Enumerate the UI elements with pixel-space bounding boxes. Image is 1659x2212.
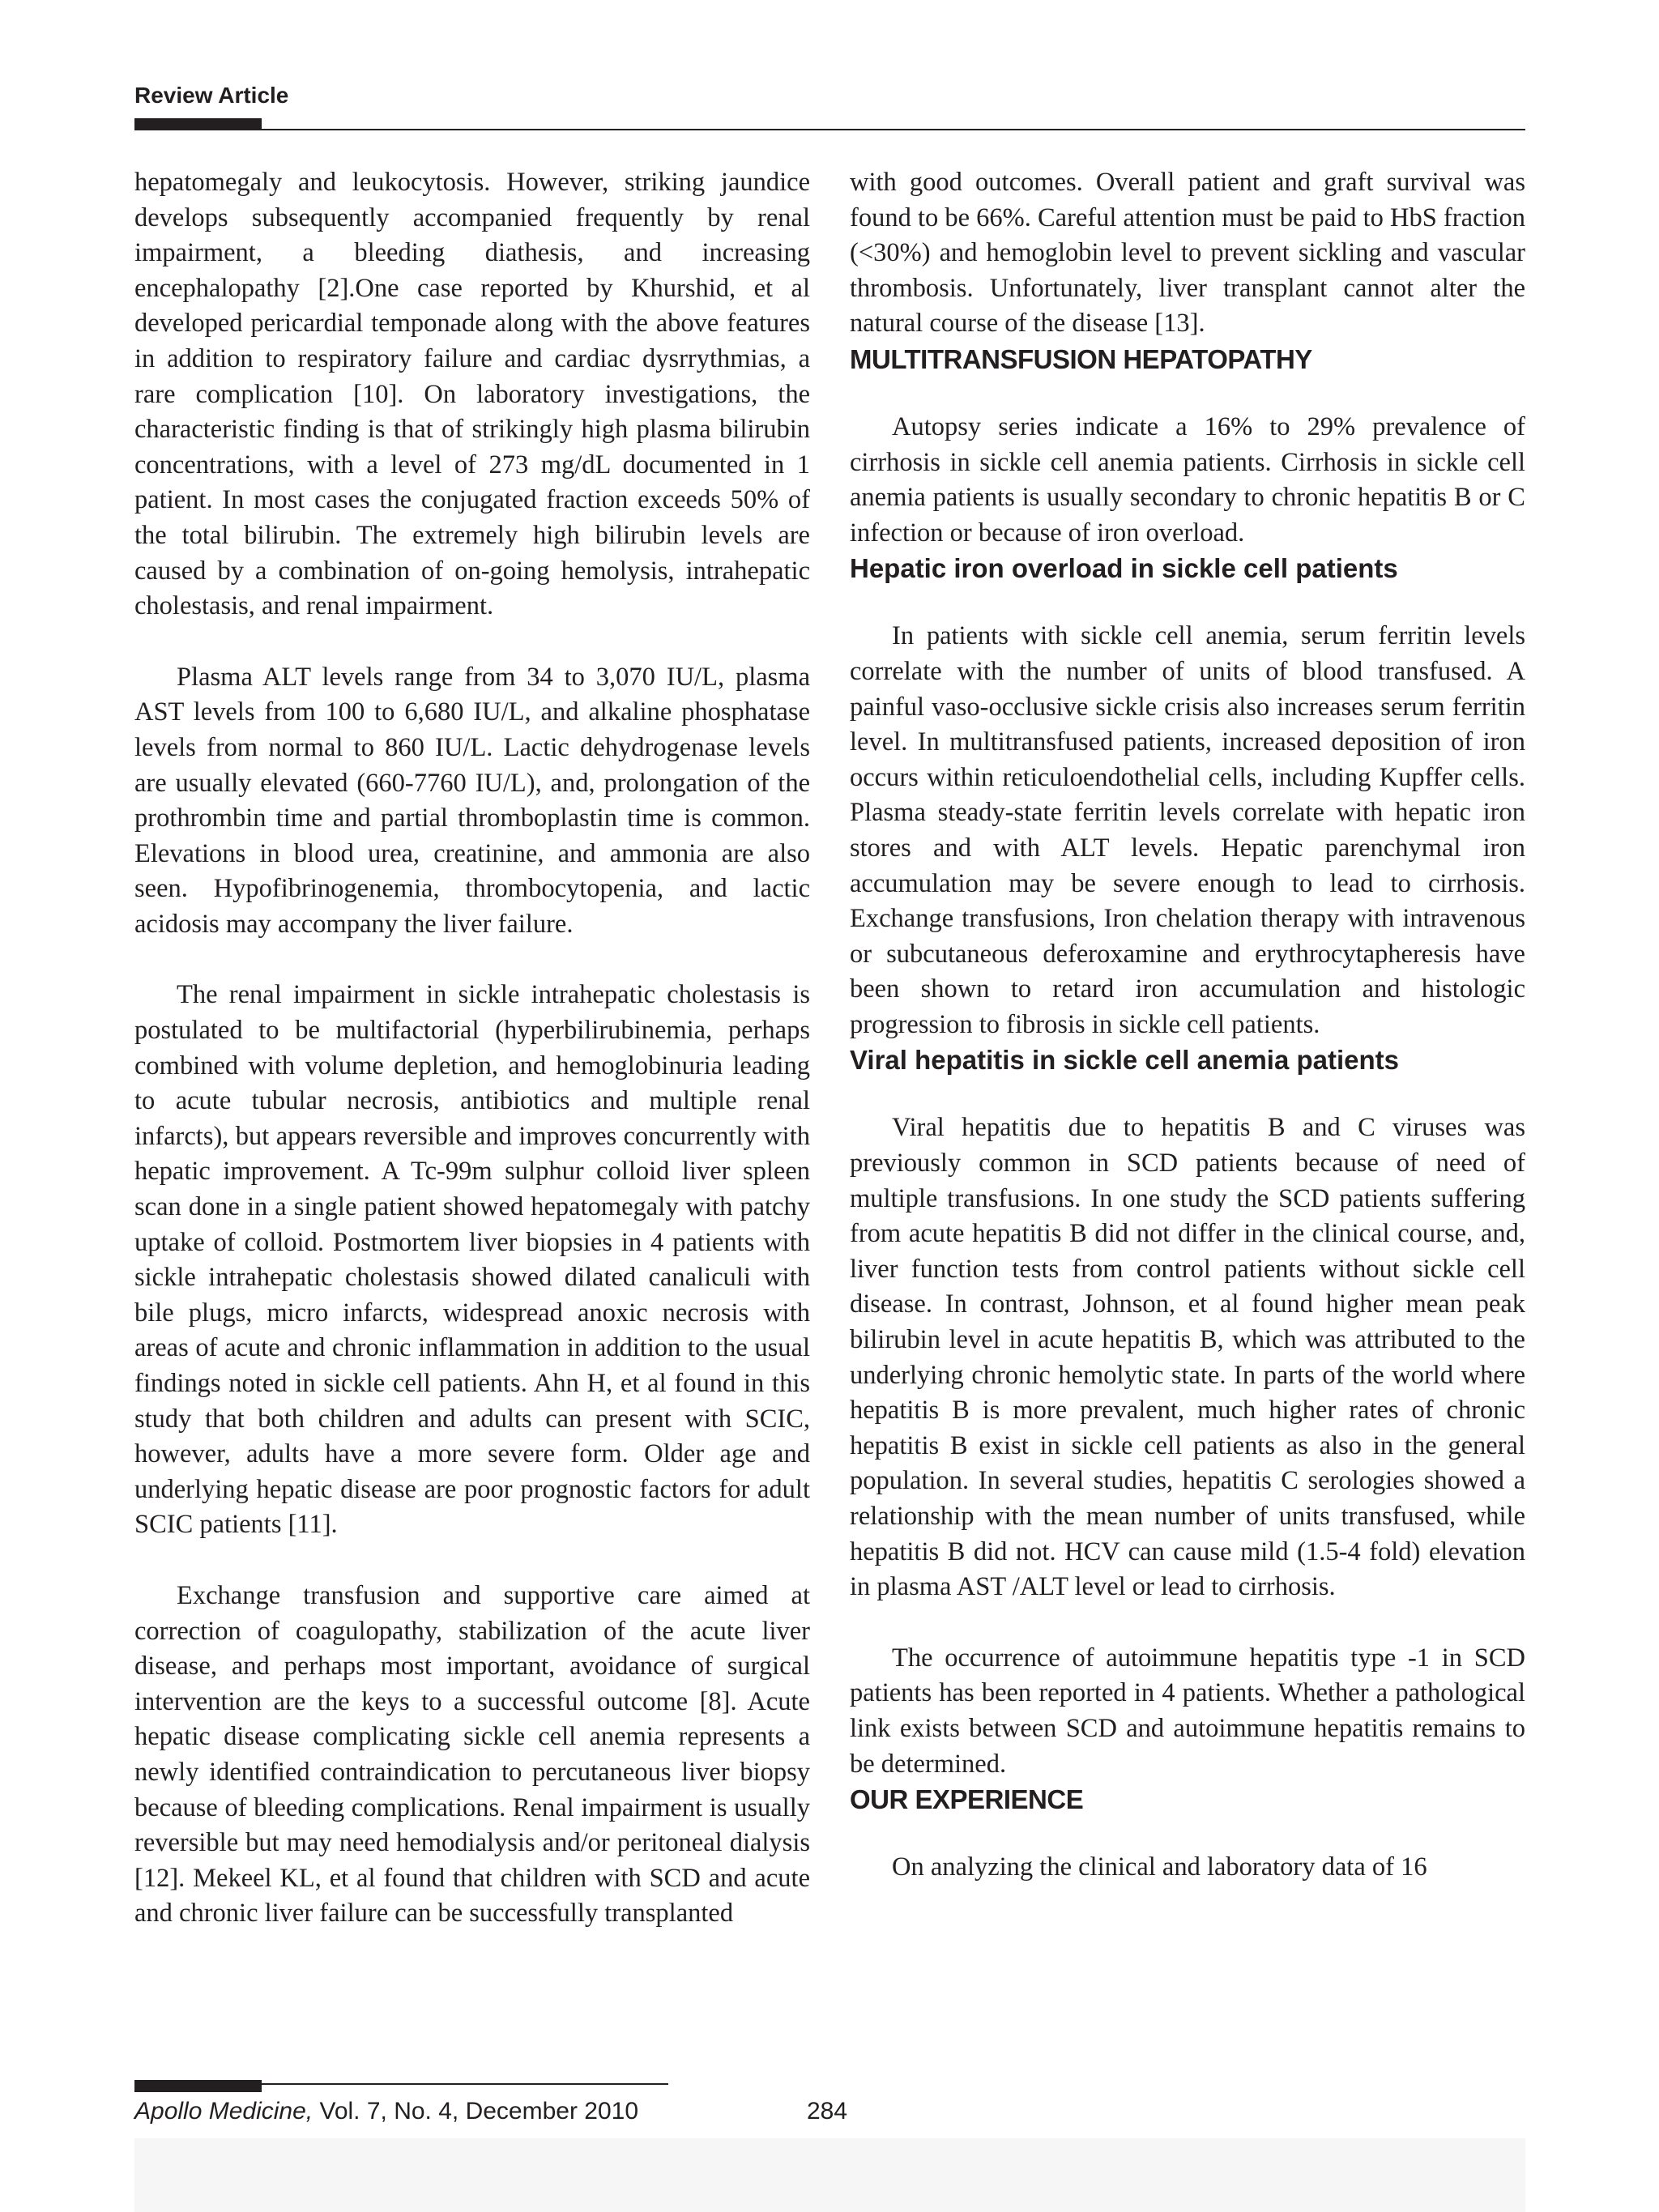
right-paragraph-6: On analyzing the clinical and laboratory data of 16 [892,1852,1427,1882]
footer-citation [134,2097,638,2126]
heading-iron-overload: Hepatic iron overload in sickle cell patients [850,553,1398,584]
page-bottom-shade [134,2138,1525,2212]
right-paragraph-2: Autopsy series indicate a 16% to 29% prevalence of cirrhosis in sickle cell anemia patients. Cirrhosis in sickle cell anemia patients is usually secondary to chronic hepatitis B or C infection or because of iron overload. [850,411,1525,548]
journal-issue: Vol. 7, No. 4, December 2010 [313,2098,639,2125]
right-paragraph-4: Viral hepatitis due to hepatitis B and C viruses was previously common in SCD patients because of need of multiple transfusions. In one study the SCD patients suffering from acute hepatitis B did not differ in the clinical course, and, liver function tests from control patients without sickle cell disease. In contrast, Johnson, et al found higher mean peak bilirubin level in acute hepatitis B, which was attributed to the underlying chronic hemolytic state. In parts of the world where hepatitis B is more prevalent, much higher rates of chronic hepatitis B exist in sickle cell patients as also in the general population. In several studies, hepatitis C serologies showed a relationship with the mean number of units transfused, while hepatitis B did not. HCV can cause mild (1.5-4 fold) elevation in plasma AST /ALT level or lead to cirrhosis. [850,1113,1525,1602]
left-paragraph-1: hepatomegaly and leukocytosis. However, striking jaundice develops subsequently accompanied frequently by renal impairment, a bleeding diathesis, and increasing encephalopathy [2].One case reported by Khurshid, et al developed pericardial temponade along with the above features in addition to respiratory failure and cardiac dysrrythmias, a rare complication [10]. On laboratory investigations, the characteristic finding is that of strikingly high plasma bilirubin concentrations, with a level of 273 mg/dL documented in 1 patient. In most cases the conjugated fraction exceeds 50% of the total bilirubin. The extremely high bilirubin levels are caused by a combination of on-going hemolysis, intrahepatic cholestasis, and renal impairment. [134,168,810,621]
left-paragraph-2: Plasma ALT levels range from 34 to 3,070 IU/L, plasma AST levels from 100 to 6,680 IU/L, and alkaline phosphatase levels from normal to 860 IU/L. Lactic dehydrogenase levels are usually elevated (660-7760 IU/L), and, prolongation of the prothrombin time and partial thromboplastin time is common. Elevations in blood urea, creatinine, and ammonia are also seen. Hypofibrinogenemia, thrombocytopenia, and lactic acidosis may accompany the liver failure. [134,662,810,939]
heading-our-experience: OUR EXPERIENCE [850,1784,1084,1815]
right-paragraph-3: In patients with sickle cell anemia, serum ferritin levels correlate with the number of units of blood transfused. A painful vaso-occlusive sickle crisis also increases serum ferritin level. In multitransfused patients, increased deposition of iron occurs within reticuloendothelial cells, including Kupffer cells. Plasma steady-state ferritin levels correlate with hepatic iron stores and with ALT levels. Hepatic parenchymal iron accumulation may be severe enough to lead to cirrhosis. Exchange transfusions, Iron chelation therapy with intravenous or subcutaneous deferoxamine and erythrocytapheresis have been shown to retard iron accumulation and histologic progression to fibrosis in sickle cell patients. [850,621,1525,1039]
left-paragraph-3: The renal impairment in sickle intrahepatic cholestasis is postulated to be multifactorial (hyperbilirubinemia, perhaps combined with volume depletion, and hemoglobinuria leading to acute tubular necrosis, antibiotics and multiple renal infarcts), but appears reversible and improves concurrently with hepatic improvement. A Tc-99m sulphur colloid liver spleen scan done in a single patient showed hepatomegaly with patchy uptake of colloid. Postmortem liver biopsies in 4 patients with sickle intrahepatic cholestasis showed dilated canaliculi with bile plugs, micro infarcts, widespread anoxic necrosis with areas of acute and chronic inflammation in addition to the usual findings noted in sickle cell patients. Ahn H, et al found in this study that both children and adults can present with SCIC, however, adults have a more severe form. Older age and underlying hepatic disease are poor prognostic factors for adult SCIC patients [11]. [134,980,810,1540]
section-label: Review Article [134,83,289,108]
heading-multitransfusion: MULTITRANSFUSION HEPATOPATHY [850,343,1312,374]
journal-name: Apollo Medicine, [134,2098,313,2125]
right-paragraph-5: The occurrence of autoimmune hepatitis type -1 in SCD patients has been reported in 4 patients. Whether a pathological link exists between SCD and autoimmune hepatitis remains to be determined. [850,1643,1525,1779]
left-paragraph-4: Exchange transfusion and supportive care aimed at correction of coagulopathy, stabilization of the acute liver disease, and perhaps most important, avoidance of surgical intervention are the keys to a successful outcome [8]. Acute hepatic disease complicating sickle cell anemia represents a newly identified contraindication to percutaneous liver biopsy because of bleeding complications. Renal impairment is usually reversible but may need hemodialysis and/or peritoneal dialysis [12]. Mekeel KL, et al found that children with SCD and acute and chronic liver failure can be successfully transplanted [134,1580,810,1929]
right-column [850,165,1525,1886]
header-rule [134,129,1525,130]
footer-accent-bar [134,2080,262,2092]
heading-viral-hepatitis: Viral hepatitis in sickle cell anemia patients [850,1045,1400,1076]
left-column [134,165,810,1932]
right-paragraph-1: with good outcomes. Overall patient and graft survival was found to be 66%. Careful attention must be paid to HbS fraction (<30%) and hemoglobin level to prevent sickling and vascular thrombosis. Unfortunately, liver transplant cannot alter the natural course of the disease [13]. [850,168,1525,339]
page-number: 284 [807,2098,848,2125]
